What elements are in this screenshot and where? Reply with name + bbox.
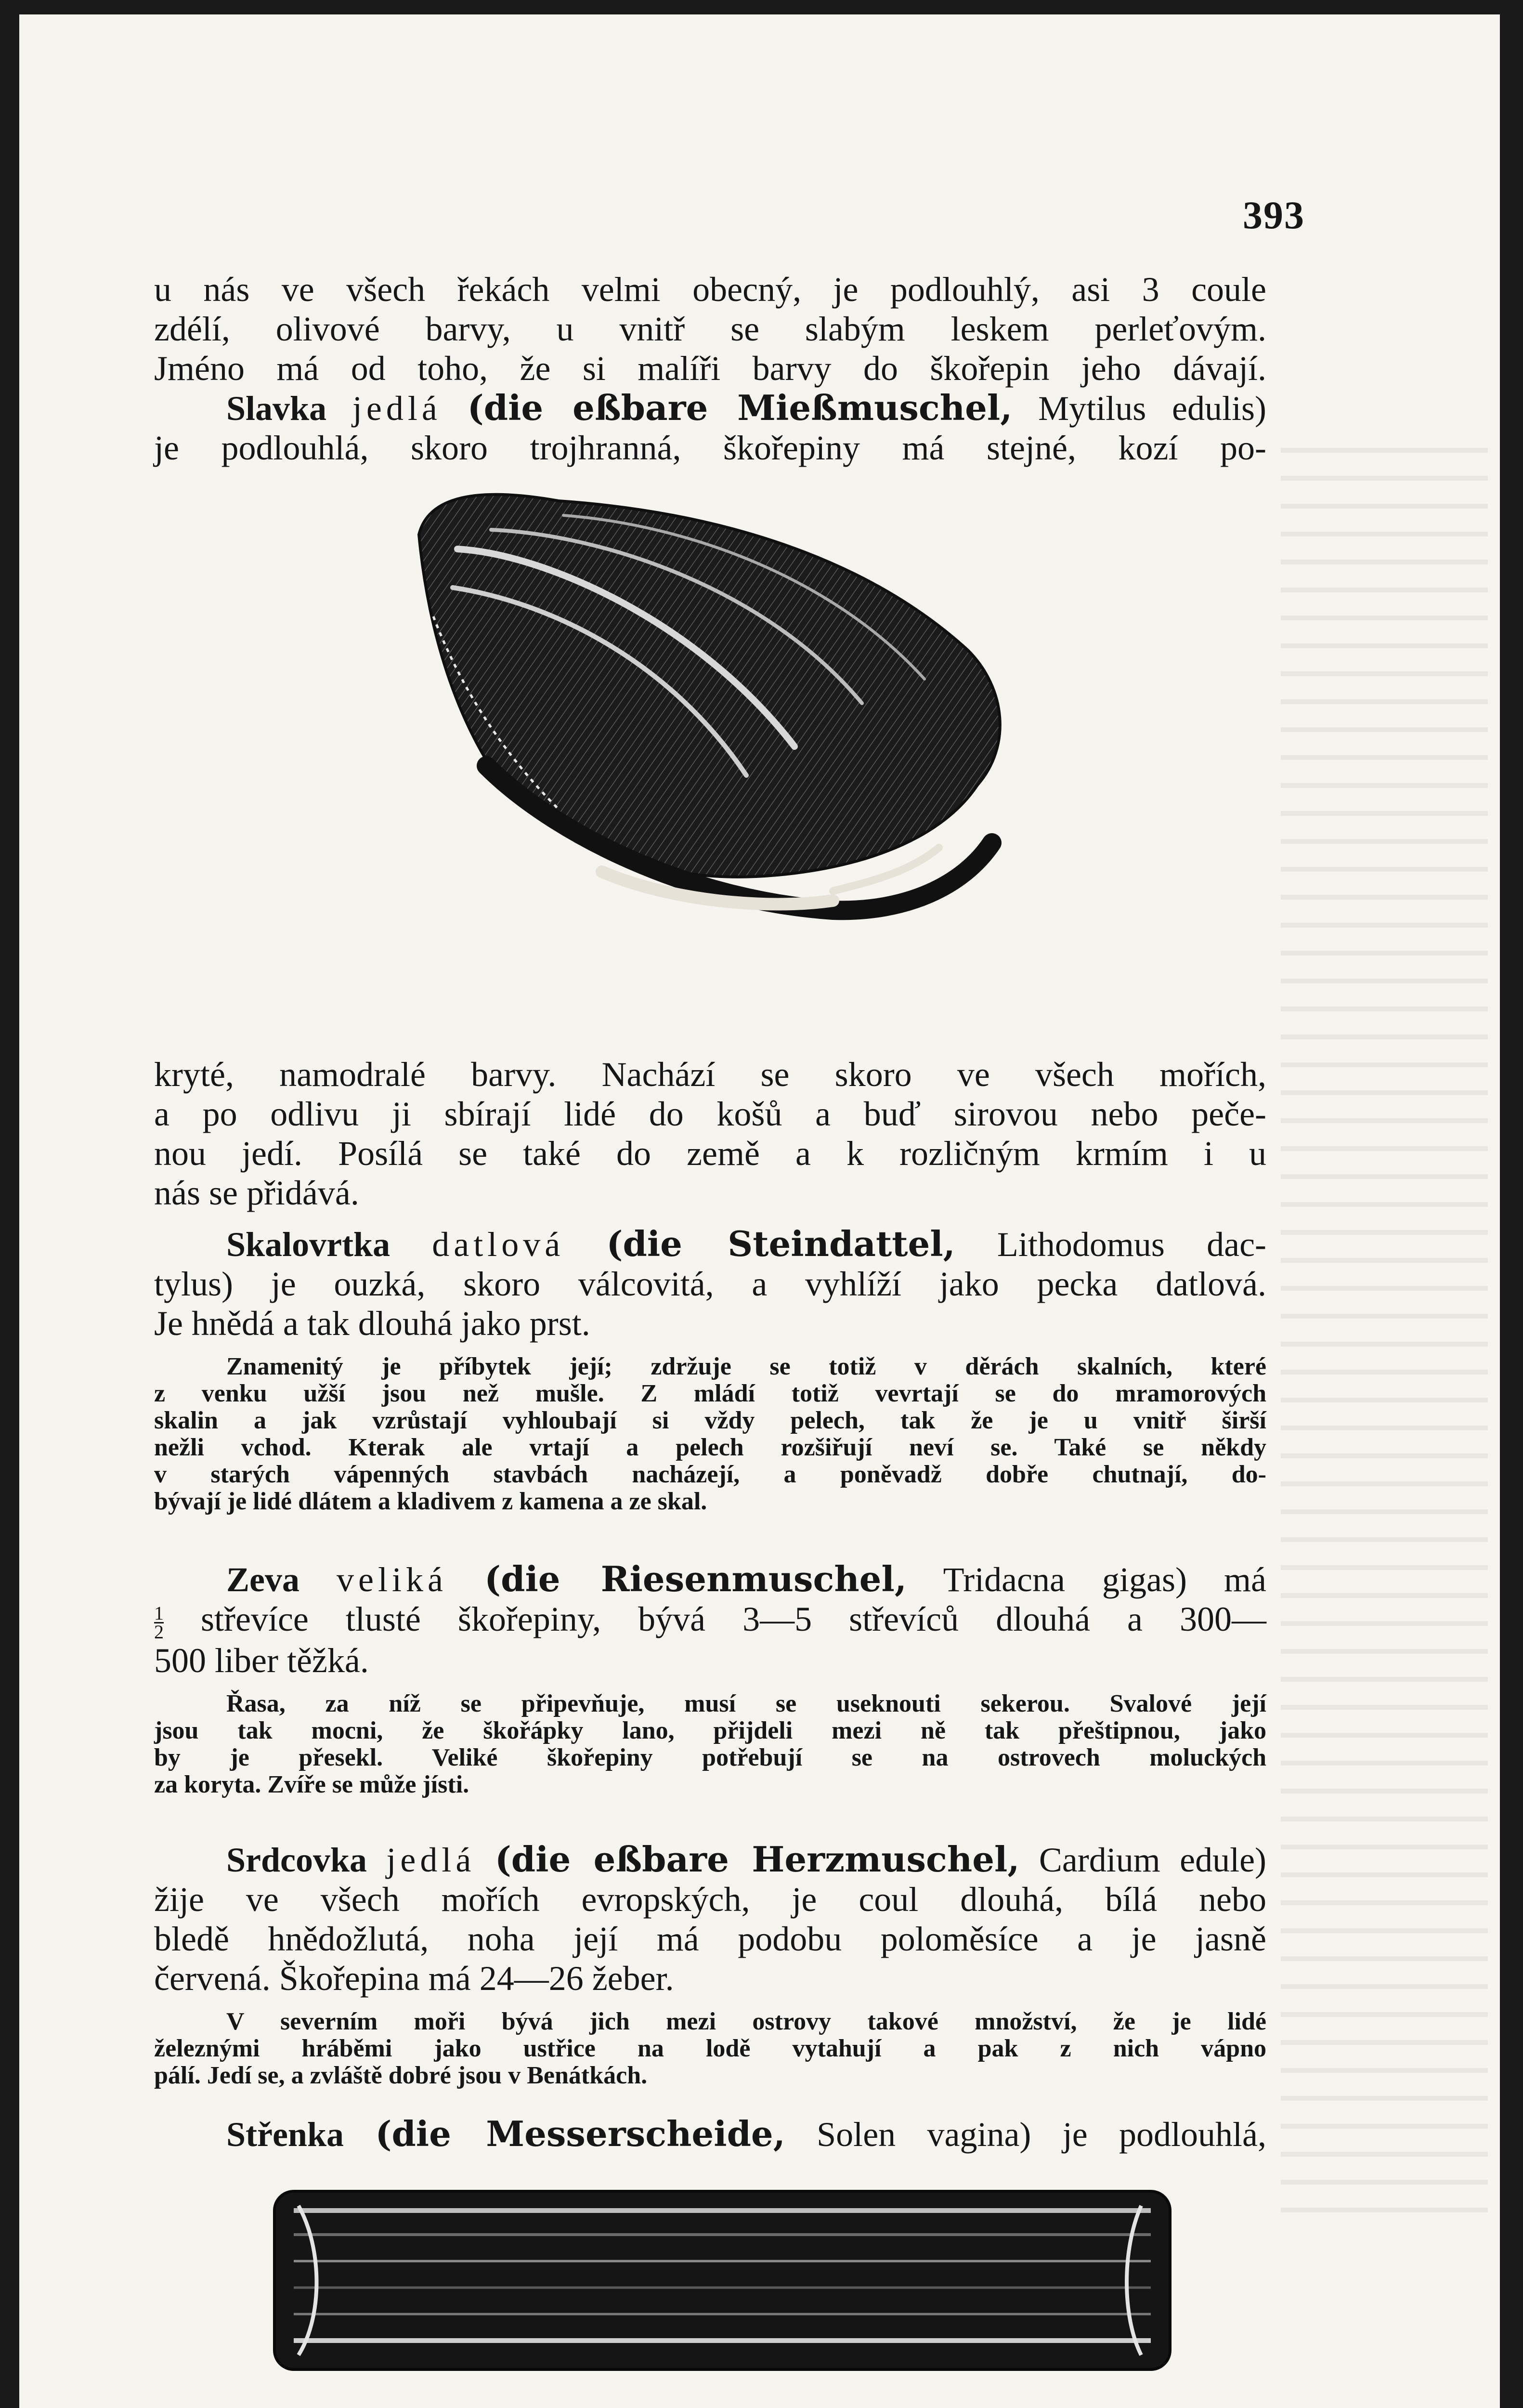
page-number: 393: [1243, 193, 1305, 237]
bleed-through-texture: [1281, 448, 1488, 2230]
note-line: pálí. Jedí se, a zvláště dobré jsou v Benátkách.: [154, 2062, 648, 2089]
entry-epithet: jedlá: [386, 1841, 476, 1879]
entry-name: Skalovrtka: [226, 1225, 391, 1264]
entry-heading-line: [154, 2114, 1266, 2154]
german-name: (die eßbare Herzmuschel,: [495, 1839, 1020, 1880]
entry-epithet: datlová: [432, 1225, 565, 1264]
text-line: kryté, namodralé barvy. Nachází se skoro ve všech mořích,: [154, 1055, 1266, 1094]
entry-strenka: [154, 2114, 1266, 2154]
mussel-illustration: [400, 477, 1064, 1031]
text-line: Je hnědá a tak dlouhá jako prst.: [154, 1304, 590, 1343]
note-line: V severním moři bývá jich mezi ostrovy takové množství, že je lidé: [226, 2008, 1266, 2035]
text-line: nou jedí. Posílá se také do země a k rozličným krmím i u: [154, 1134, 1266, 1173]
note-srdcovka: [154, 2008, 1266, 2089]
fraction-numerator: 1: [154, 1602, 164, 1624]
note-line: v starých vápenných stavbách nacházejí, a poněvadž dobře chutnají, do-: [154, 1461, 1266, 1488]
text-line: nás se přidává.: [154, 1174, 359, 1212]
german-name: (die eßbare Mießmuschel,: [467, 387, 1013, 428]
entry-name: Zeva: [226, 1560, 299, 1599]
latin-name: Solen vagina) je podlouhlá,: [785, 2115, 1267, 2154]
entry-name: Střenka: [226, 2115, 344, 2154]
entry-heading-line: [154, 1840, 1266, 1880]
text-line: tylus) je ouzká, skoro válcovitá, a vyhlíží jako pecka datlová.: [154, 1265, 1266, 1303]
text-line: u nás ve všech řekách velmi obecný, je podlouhlý, asi 3 coule: [154, 270, 1266, 309]
entry-epithet: jedlá: [352, 389, 442, 428]
note-skalovrtka: [154, 1353, 1266, 1515]
entry-slavka-head: [154, 388, 1266, 468]
text-line: žije ve všech mořích evropských, je coul dlouhá, bílá nebo: [154, 1880, 1266, 1919]
fraction: [154, 1602, 164, 1643]
text-line-rest: střevíce tlusté škořepiny, bývá 3—5 střevíců dlouhá a 300—: [201, 1600, 1267, 1638]
entry-epithet: veliká: [337, 1560, 447, 1599]
text-line: [154, 1599, 1266, 1641]
note-line: by je přesekl. Veliké škořepiny potřebují se na ostrovech moluckých: [154, 1744, 1266, 1771]
german-name: (die Steindattel,: [606, 1223, 955, 1264]
text-line: 500 liber těžká.: [154, 1641, 369, 1680]
text-line: je podlouhlá, skoro trojhranná, škořepiny má stejné, kozí po-: [154, 429, 1266, 467]
book-page: [19, 14, 1500, 2408]
latin-name: Tridacna gigas) má: [906, 1560, 1267, 1599]
text-line: Jméno má od toho, že si malíři barvy do škořepin jeho dávají.: [154, 349, 1266, 388]
paragraph-continuation: [154, 270, 1266, 388]
entry-zeva: [154, 1559, 1266, 1680]
note-line: za koryta. Zvíře se může jísti.: [154, 1771, 469, 1798]
entry-skalovrtka: [154, 1224, 1266, 1343]
fraction-denominator: 2: [154, 1621, 164, 1643]
entry-heading-line: [154, 1224, 1266, 1264]
german-name: (die Messerscheide,: [375, 2113, 785, 2154]
note-line: železnými hráběmi jako ustřice na lodě vytahují a pak z nich vápno: [154, 2035, 1266, 2062]
entry-heading-line: [154, 388, 1266, 428]
entry-heading-line: [154, 1559, 1266, 1599]
text-line: zdélí, olivové barvy, u vnitř se slabým leskem perleťovým.: [154, 310, 1266, 348]
entry-name: Srdcovka: [226, 1841, 367, 1879]
text-line: a po odlivu ji sbírají lidé do košů a buď sirovou nebo peče-: [154, 1095, 1266, 1133]
note-line: jsou tak mocni, že škořápky lano, přijdeli mezi ně tak přeštipnou, jako: [154, 1717, 1266, 1744]
solen-shell-illustration: [265, 2177, 1180, 2384]
note-line: bývají je lidé dlátem a kladivem z kamena a ze skal.: [154, 1488, 707, 1515]
entry-slavka-body: [154, 1055, 1266, 1213]
text-line: červená. Škořepina má 24—26 žeber.: [154, 1959, 674, 1998]
latin-name: Lithodomus dac-: [955, 1225, 1267, 1264]
note-line: Řasa, za níž se připevňuje, musí se useknouti sekerou. Svalové její: [226, 1690, 1266, 1717]
german-name: (die Riesenmuschel,: [484, 1558, 907, 1599]
note-line: Znamenitý je příbytek její; zdržuje se totiž v děrách skalních, které: [226, 1353, 1266, 1380]
latin-name: Cardium edule): [1019, 1841, 1267, 1879]
text-line: bledě hnědožlutá, noha její má podobu poloměsíce a je jasně: [154, 1920, 1266, 1958]
note-line: z venku užší jsou než mušle. Z mládí totiž vevrtají se do mramorových: [154, 1380, 1266, 1407]
entry-name: Slavka: [226, 389, 327, 428]
entry-srdcovka: [154, 1840, 1266, 1998]
note-zeva: [154, 1690, 1266, 1798]
note-line: skalin a jak vzrůstají vyhloubají si vždy pelech, tak že je u vnitř širší: [154, 1407, 1266, 1434]
latin-name: Mytilus edulis): [1012, 389, 1266, 428]
note-line: nežli vchod. Kterak ale vrtají a pelech rozšiřují neví se. Také se někdy: [154, 1434, 1266, 1461]
